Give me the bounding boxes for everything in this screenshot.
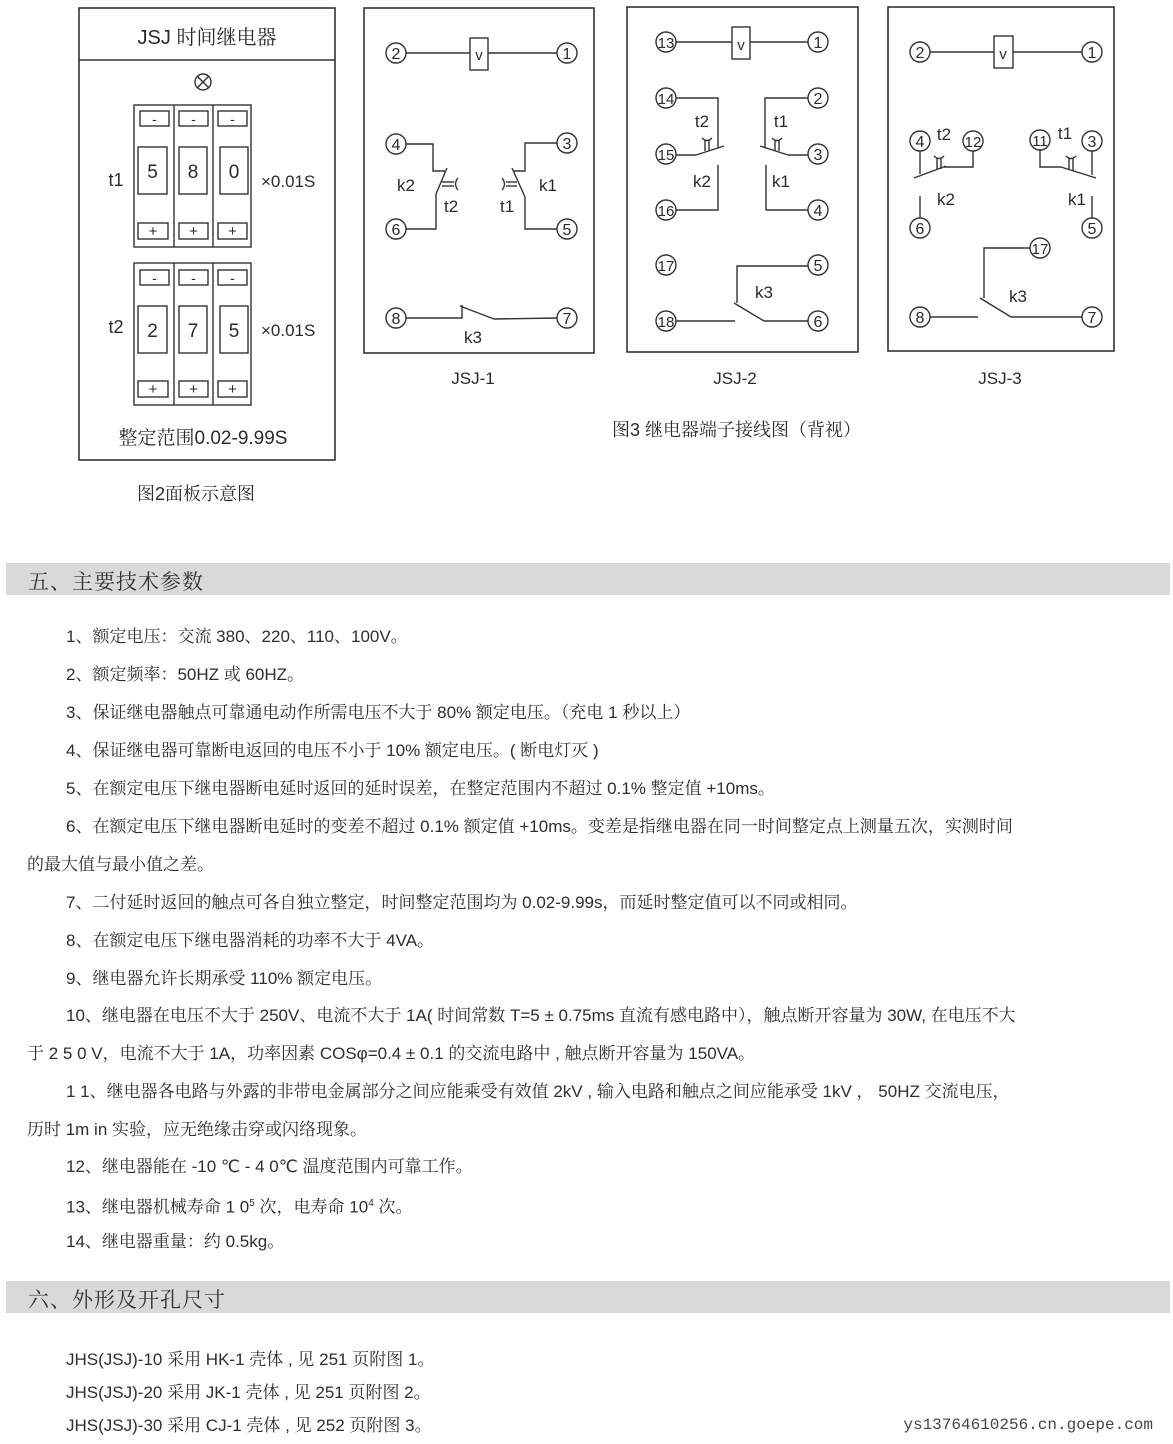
panel-header: JSJ 时间继电器 <box>137 27 277 49</box>
svg-text:6: 6 <box>915 221 925 238</box>
wiring-diagram-jsj3 <box>880 0 1130 400</box>
param-item-14: 14、继电器重量：约 0.5kg。 <box>66 1232 285 1251</box>
svg-text:1: 1 <box>813 35 823 52</box>
param-item-2: 2、额定频率：50HZ 或 60HZ。 <box>66 665 305 684</box>
svg-text:2: 2 <box>391 46 401 63</box>
contact-k3 <box>980 298 1011 317</box>
terminal-1 <box>557 43 577 63</box>
terminal-3 <box>808 144 828 164</box>
param-item-11-cont: 历时 1m in 实验，应无绝缘击穿或闪络现象。 <box>27 1120 368 1139</box>
minus-label: - <box>230 111 235 127</box>
dimension-item-3: JHS(JSJ)-30 采用 CJ-1 壳体 , 见 252 页附图 3。 <box>66 1416 432 1435</box>
terminal-2 <box>808 88 828 108</box>
param-item-4: 4、保证继电器可靠断电返回的电压不小于 10% 额定电压。( 断电灯灭 ) <box>66 741 599 760</box>
panel-figure <box>0 0 360 520</box>
svg-text:17: 17 <box>1031 241 1049 258</box>
t2-label: t2 <box>108 317 124 337</box>
plus-label: + <box>148 223 158 240</box>
terminal-6 <box>808 311 828 331</box>
minus-label: - <box>230 270 235 286</box>
diagram-name: JSJ-1 <box>451 369 495 388</box>
setting-range: 整定范围0.02-9.99S <box>118 428 288 449</box>
t1-setting-block <box>108 105 315 247</box>
terminal-8 <box>386 308 406 328</box>
svg-text:5: 5 <box>813 258 823 275</box>
section6-header <box>6 1281 1170 1313</box>
param-item-9: 9、继电器允许长期承受 110% 额定电压。 <box>66 969 383 988</box>
k1-label: k1 <box>1068 190 1086 209</box>
svg-text:5: 5 <box>1087 221 1097 238</box>
section6-title: 六、外形及开孔尺寸 <box>28 1289 226 1312</box>
svg-text:18: 18 <box>657 314 675 331</box>
contact-k3 <box>460 306 494 319</box>
svg-text:3: 3 <box>562 136 572 153</box>
section5-title: 五、主要技术参数 <box>28 571 204 594</box>
terminal-8 <box>910 307 930 327</box>
param-item-11: 1 1、继电器各电路与外露的非带电金属部分之间应能乘受有效值 2kV , 输入电路和触点之间应能承受 1kV ， 50HZ 交流电压， <box>66 1082 1010 1101</box>
t1-label: t1 <box>108 170 124 190</box>
contact-k2 <box>436 168 447 194</box>
t1-label: t1 <box>1057 124 1073 143</box>
t2-setting-block <box>108 263 315 405</box>
t1-label: t1 <box>773 112 789 131</box>
item13-exponent-2: 4 <box>368 1198 374 1209</box>
terminal-4 <box>386 134 406 154</box>
svg-text:5: 5 <box>562 222 572 239</box>
terminal-2 <box>386 43 406 63</box>
item13-prefix: 13、继电器机械寿命 1 0 <box>66 1197 250 1217</box>
terminal-5 <box>1082 218 1102 238</box>
wiring-diagram-jsj1 <box>360 0 610 400</box>
t1-digit2: 8 <box>187 162 199 183</box>
dimension-item-1: JHS(JSJ)-10 采用 HK-1 壳体 , 见 251 页附图 1。 <box>66 1350 435 1369</box>
k3-label: k3 <box>755 283 773 302</box>
param-item-10: 10、继电器在电压不大于 250V、电流不大于 1A( 时间常数 T=5 ± 0.75ms 直流有感电路中），触点断开容量为 30W, 在电压不大 <box>66 1006 1016 1025</box>
plus-label: + <box>228 223 237 240</box>
contact-k1 <box>1061 167 1096 178</box>
plus-label: + <box>189 223 198 240</box>
t2-unit: ×0.01S <box>261 321 316 340</box>
terminal-11 <box>1030 130 1050 150</box>
watermark: ys13764610256.cn.goepe.com <box>903 1416 1153 1434</box>
terminal-1 <box>808 32 828 52</box>
terminal-17 <box>656 255 676 275</box>
param-item-7: 7、二付延时返回的触点可各自独立整定，时间整定范围均为 0.02-9.99s，而延时整定值可以不同或相同。 <box>66 893 858 912</box>
contact-k2 <box>696 146 724 155</box>
minus-label: - <box>191 111 196 127</box>
svg-text:3: 3 <box>813 147 823 164</box>
svg-text:17: 17 <box>657 258 675 275</box>
svg-text:3: 3 <box>1087 134 1097 151</box>
terminal-3 <box>557 133 577 153</box>
terminal-1 <box>1082 42 1102 62</box>
coil-label: v <box>999 46 1007 63</box>
terminal-13 <box>656 32 676 52</box>
terminal-3 <box>1082 131 1102 151</box>
t2-label: t2 <box>936 125 952 144</box>
t2-label: t2 <box>444 197 459 216</box>
svg-text:7: 7 <box>562 311 572 328</box>
svg-text:2: 2 <box>915 45 925 62</box>
t1-unit: ×0.01S <box>261 172 316 191</box>
param-item-8: 8、在额定电压下继电器消耗的功率不大于 4VA。 <box>66 931 435 950</box>
dimension-item-2: JHS(JSJ)-20 采用 JK-1 壳体 , 见 251 页附图 2。 <box>66 1383 431 1402</box>
k3-label: k3 <box>1009 287 1027 306</box>
minus-label: - <box>191 270 196 286</box>
svg-text:13: 13 <box>657 35 675 52</box>
terminal-14 <box>656 88 676 108</box>
param-item-6: 6、在额定电压下继电器断电延时的变差不超过 0.1% 额定值 +10ms。变差是指继电器在同一时间整定点上测量五次，实测时间 <box>66 817 1013 836</box>
minus-label: - <box>152 111 157 127</box>
k2-label: k2 <box>693 172 711 191</box>
k1-label: k1 <box>772 172 790 191</box>
param-item-10-cont: 于 2 5 0 V，电流不大于 1A，功率因素 COSφ=0.4 ± 0.1 的交流电路中 , 触点断开容量为 150VA。 <box>27 1044 756 1063</box>
terminal-12 <box>963 131 983 151</box>
svg-text:7: 7 <box>1087 310 1097 327</box>
svg-text:1: 1 <box>1087 45 1097 62</box>
param-item-3: 3、保证继电器触点可靠通电动作所需电压不大于 80% 额定电压。（充电 1 秒以上） <box>66 703 691 722</box>
lamp-indicator-icon <box>195 74 211 90</box>
svg-text:16: 16 <box>657 203 675 220</box>
figure3-caption: 图3 继电器端子接线图（背视） <box>612 420 862 440</box>
terminal-17 <box>1030 238 1050 258</box>
t2-label: t2 <box>694 112 710 131</box>
contact-k1 <box>760 146 788 155</box>
terminal-18 <box>656 311 676 331</box>
terminal-7 <box>557 308 577 328</box>
item13-exponent-1: 5 <box>249 1198 255 1209</box>
plus-label: + <box>148 381 158 398</box>
section5-header <box>6 563 1170 595</box>
param-item-12: 12、继电器能在 -10 ℃ - 4 0℃ 温度范围内可靠工作。 <box>66 1157 473 1176</box>
item13-middle: 次，电寿命 10 <box>254 1197 369 1217</box>
contact-k3 <box>734 303 764 321</box>
terminal-4 <box>910 131 930 151</box>
svg-text:8: 8 <box>391 311 401 328</box>
wiring-diagram-jsj2 <box>620 0 870 400</box>
svg-text:2: 2 <box>813 91 823 108</box>
param-item-6-cont: 的最大值与最小值之差。 <box>27 855 214 874</box>
item13-suffix: 次。 <box>373 1197 413 1217</box>
terminal-5 <box>557 219 577 239</box>
coil-label: v <box>737 37 745 54</box>
t2-digit2: 7 <box>187 321 199 342</box>
svg-text:4: 4 <box>813 203 823 220</box>
diagram-name: JSJ-3 <box>978 369 1022 388</box>
svg-text:15: 15 <box>657 147 675 164</box>
t2-digit1: 2 <box>147 321 158 342</box>
terminal-7 <box>1082 307 1102 327</box>
svg-text:8: 8 <box>915 310 925 327</box>
k1-label: k1 <box>539 176 557 195</box>
terminal-6 <box>910 218 930 238</box>
terminal-4 <box>808 200 828 220</box>
k2-label: k2 <box>397 176 415 195</box>
minus-label: - <box>152 270 157 286</box>
t2-digit3: 5 <box>228 321 240 342</box>
terminal-16 <box>656 200 676 220</box>
param-item-5: 5、在额定电压下继电器断电延时返回的延时误差，在整定范围内不超过 0.1% 整定值 +10ms。 <box>66 779 775 798</box>
k2-label: k2 <box>937 190 955 209</box>
svg-text:11: 11 <box>1032 133 1048 150</box>
t1-digit1: 5 <box>147 162 158 183</box>
terminal-15 <box>656 144 676 164</box>
svg-text:12: 12 <box>964 134 982 151</box>
svg-text:4: 4 <box>915 134 925 151</box>
terminal-5 <box>808 255 828 275</box>
param-item-13 <box>66 1194 412 1218</box>
svg-text:6: 6 <box>391 222 401 239</box>
t1-label: t1 <box>500 197 515 216</box>
svg-text:6: 6 <box>813 314 823 331</box>
k3-label: k3 <box>464 328 482 347</box>
figure2-caption: 图2面板示意图 <box>136 484 256 504</box>
svg-text:14: 14 <box>657 91 675 108</box>
svg-text:1: 1 <box>562 46 572 63</box>
coil-label: v <box>475 47 483 64</box>
terminal-2 <box>910 42 930 62</box>
t1-digit3: 0 <box>228 162 240 183</box>
terminal-6 <box>386 219 406 239</box>
svg-text:4: 4 <box>391 137 401 154</box>
diagram-name: JSJ-2 <box>713 369 757 388</box>
plus-label: + <box>189 381 198 398</box>
plus-label: + <box>228 381 237 398</box>
param-item-1: 1、额定电压：交流 380、220、110、100V。 <box>66 627 408 646</box>
